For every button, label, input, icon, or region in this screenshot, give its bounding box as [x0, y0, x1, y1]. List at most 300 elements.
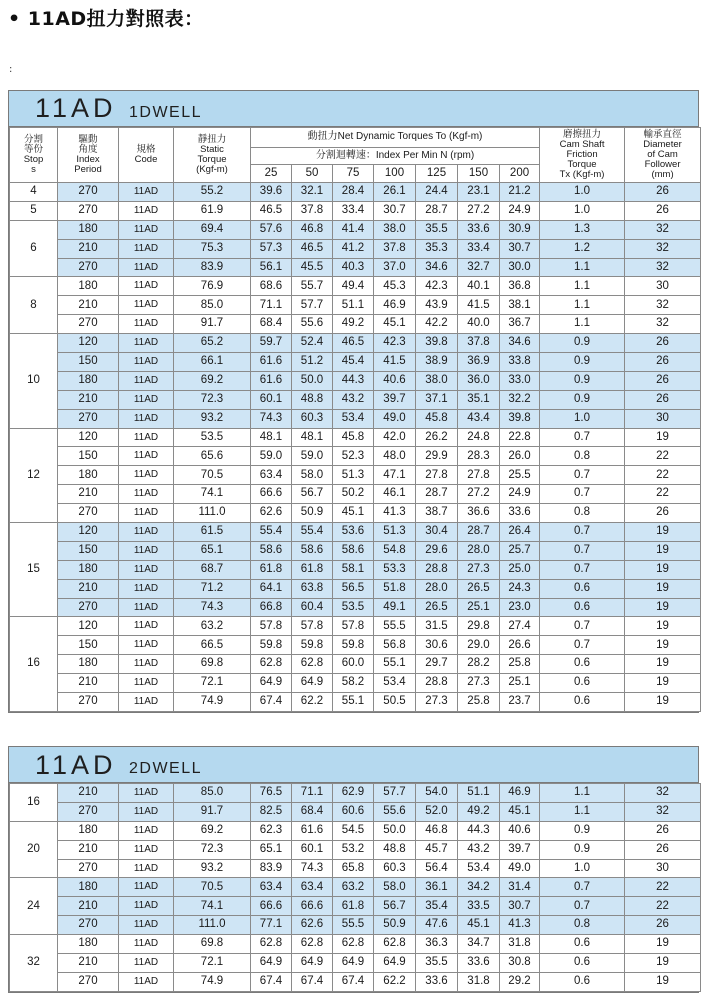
- table-cell: 37.1: [416, 390, 458, 409]
- table-cell: 36.8: [500, 277, 540, 296]
- table-cell: 26.5: [458, 579, 500, 598]
- table-cell: 40.6: [500, 821, 540, 840]
- table-cell: 61.8: [333, 897, 374, 916]
- table-cell: 60.0: [333, 655, 374, 674]
- table-cell: 1.2: [540, 239, 625, 258]
- table-cell: 33.0: [500, 371, 540, 390]
- table-cell: 11AD: [119, 693, 174, 712]
- table-cell: 64.9: [251, 674, 292, 693]
- table-cell: 67.4: [333, 972, 374, 991]
- table-cell: 40.0: [458, 315, 500, 334]
- table-cell: 11AD: [119, 258, 174, 277]
- table-cell: 29.0: [458, 636, 500, 655]
- table-cell: 85.0: [174, 784, 251, 803]
- table-row: [10, 428, 701, 447]
- table-cell: 210: [58, 296, 119, 315]
- table-cell: 61.6: [251, 353, 292, 372]
- table-cell: 43.9: [416, 296, 458, 315]
- table-cell: 25.1: [500, 674, 540, 693]
- table-cell: 26.4: [500, 523, 540, 542]
- table-cell: 53.4: [374, 674, 416, 693]
- table-row: [10, 504, 701, 523]
- table-cell: 58.0: [374, 878, 416, 897]
- table-cell: 19: [625, 617, 701, 636]
- table-cell: 43.2: [333, 390, 374, 409]
- table-cell: 69.8: [174, 935, 251, 954]
- table-cell: 19: [625, 523, 701, 542]
- table-cell: 23.0: [500, 598, 540, 617]
- table-cell: 43.2: [458, 840, 500, 859]
- table-cell: 1.3: [540, 220, 625, 239]
- table-cell: 27.3: [416, 693, 458, 712]
- table-cell: 0.7: [540, 897, 625, 916]
- table-title-bar: [9, 91, 698, 127]
- table-row: [10, 693, 701, 712]
- table-cell: 19: [625, 560, 701, 579]
- table-cell: 53.4: [333, 409, 374, 428]
- table-cell: 45.5: [292, 258, 333, 277]
- table-cell: 33.8: [500, 353, 540, 372]
- table-cell: 19: [625, 636, 701, 655]
- table-cell: 46.5: [333, 334, 374, 353]
- table-row: [10, 541, 701, 560]
- table-cell: 210: [58, 485, 119, 504]
- table-cell: 11AD: [119, 447, 174, 466]
- table-cell: 72.3: [174, 390, 251, 409]
- table-cell: 55.6: [292, 315, 333, 334]
- table-cell: 11AD: [119, 523, 174, 542]
- table-cell: 22: [625, 466, 701, 485]
- table-cell: 77.1: [251, 916, 292, 935]
- table-cell: 210: [58, 954, 119, 973]
- table-cell: 67.4: [292, 972, 333, 991]
- table-cell: 19: [625, 428, 701, 447]
- table-cell: 53.6: [333, 523, 374, 542]
- table-cell: 55.5: [333, 916, 374, 935]
- table-cell: 50.0: [292, 371, 333, 390]
- table-cell: 50.9: [374, 916, 416, 935]
- table-cell: 0.6: [540, 972, 625, 991]
- table-cell: 11AD: [119, 353, 174, 372]
- table-cell: 40.1: [458, 277, 500, 296]
- table-cell: 26: [625, 334, 701, 353]
- table-cell: 54.5: [333, 821, 374, 840]
- table-cell: 0.6: [540, 655, 625, 674]
- table-cell: 93.2: [174, 859, 251, 878]
- table-cell: 30.0: [500, 258, 540, 277]
- table-cell: 65.6: [174, 447, 251, 466]
- table-cell: 25.8: [500, 655, 540, 674]
- table-cell: 36.6: [458, 504, 500, 523]
- table-cell: 45.1: [500, 802, 540, 821]
- table-cell: 29.2: [500, 972, 540, 991]
- table-cell: 19: [625, 598, 701, 617]
- header-speed: 100: [374, 165, 416, 183]
- table-cell: 53.2: [333, 840, 374, 859]
- table-cell: 71.2: [174, 579, 251, 598]
- table-cell: 150: [58, 447, 119, 466]
- table-cell: 60.3: [292, 409, 333, 428]
- table-cell: 0.8: [540, 504, 625, 523]
- table-cell: 30.8: [500, 954, 540, 973]
- table-cell: 0.9: [540, 840, 625, 859]
- table-cell: 270: [58, 183, 119, 202]
- table-cell: 59.0: [251, 447, 292, 466]
- table-cell: 32: [625, 220, 701, 239]
- table-cell: 60.6: [333, 802, 374, 821]
- table-cell: 68.4: [292, 802, 333, 821]
- table-cell: 27.2: [458, 485, 500, 504]
- table-body: [10, 183, 701, 712]
- table-cell: 45.4: [333, 353, 374, 372]
- table-cell: 48.0: [374, 447, 416, 466]
- table-cell: 64.9: [292, 674, 333, 693]
- table-cell: 19: [625, 541, 701, 560]
- table-cell: 27.8: [416, 466, 458, 485]
- table-cell: 25.5: [500, 466, 540, 485]
- table-cell: 19: [625, 935, 701, 954]
- table-cell: 11AD: [119, 579, 174, 598]
- table-cell: 31.5: [416, 617, 458, 636]
- table-cell: 58.0: [292, 466, 333, 485]
- table-cell: 0.6: [540, 598, 625, 617]
- table-title-bar: [9, 747, 698, 783]
- table-cell: 55.6: [374, 802, 416, 821]
- table-cell: 270: [58, 598, 119, 617]
- table-row: [10, 840, 701, 859]
- table-cell: 24.3: [500, 579, 540, 598]
- table-cell: 270: [58, 802, 119, 821]
- table-cell: 50.2: [333, 485, 374, 504]
- table-row: [10, 409, 701, 428]
- table-cell: 26.1: [374, 183, 416, 202]
- table-cell: 32: [625, 258, 701, 277]
- table-cell: 51.8: [374, 579, 416, 598]
- table-cell: 62.2: [292, 693, 333, 712]
- table-cell: 59.8: [292, 636, 333, 655]
- table-cell: 11AD: [119, 277, 174, 296]
- table-cell: 35.1: [458, 390, 500, 409]
- table-cell: 0.6: [540, 954, 625, 973]
- table-cell: 61.6: [292, 821, 333, 840]
- table-cell: 67.4: [251, 972, 292, 991]
- table-cell: 44.3: [333, 371, 374, 390]
- table-cell: 85.0: [174, 296, 251, 315]
- table-cell: 11AD: [119, 428, 174, 447]
- table-cell: 39.7: [374, 390, 416, 409]
- table-cell: 65.1: [174, 541, 251, 560]
- table-row: [10, 334, 701, 353]
- table-cell: 58.1: [333, 560, 374, 579]
- table-cell: 0.9: [540, 821, 625, 840]
- table-cell: 180: [58, 878, 119, 897]
- table-cell: 59.8: [333, 636, 374, 655]
- stop-count-cell: 15: [10, 523, 58, 617]
- table-cell: 150: [58, 541, 119, 560]
- table-cell: 41.2: [333, 239, 374, 258]
- table-cell: 0.7: [540, 541, 625, 560]
- table-cell: 41.4: [333, 220, 374, 239]
- table-cell: 29.8: [458, 617, 500, 636]
- table-cell: 25.1: [458, 598, 500, 617]
- table-row: [10, 277, 701, 296]
- table-cell: 69.2: [174, 371, 251, 390]
- table-cell: 55.5: [374, 617, 416, 636]
- table-cell: 59.8: [251, 636, 292, 655]
- table-cell: 120: [58, 523, 119, 542]
- table-cell: 26: [625, 201, 701, 220]
- table-cell: 26.0: [500, 447, 540, 466]
- table-cell: 33.4: [333, 201, 374, 220]
- table-cell: 61.5: [174, 523, 251, 542]
- header-static-torque: 靜扭力 Static Torque (Kgf-m): [174, 128, 251, 183]
- table-cell: 56.5: [333, 579, 374, 598]
- table-cell: 66.6: [251, 897, 292, 916]
- table-cell: 34.6: [416, 258, 458, 277]
- table-cell: 45.1: [458, 916, 500, 935]
- table-cell: 32: [625, 296, 701, 315]
- table-cell: 60.4: [292, 598, 333, 617]
- table-cell: 49.2: [333, 315, 374, 334]
- table-cell: 0.6: [540, 935, 625, 954]
- table-cell: 51.1: [458, 784, 500, 803]
- table-cell: 58.2: [333, 674, 374, 693]
- table-cell: 59.7: [251, 334, 292, 353]
- table-cell: 26: [625, 371, 701, 390]
- table-cell: 32: [625, 784, 701, 803]
- table-cell: 22: [625, 485, 701, 504]
- table-cell: 83.9: [251, 859, 292, 878]
- table-cell: 11AD: [119, 897, 174, 916]
- table-row: [10, 353, 701, 372]
- table-cell: 41.5: [458, 296, 500, 315]
- table-cell: 11AD: [119, 560, 174, 579]
- table-cell: 30: [625, 859, 701, 878]
- table-cell: 74.1: [174, 897, 251, 916]
- table-cell: 64.9: [374, 954, 416, 973]
- table-cell: 60.1: [251, 390, 292, 409]
- table-cell: 270: [58, 693, 119, 712]
- table-cell: 1.1: [540, 277, 625, 296]
- table-cell: 46.9: [374, 296, 416, 315]
- table-cell: 210: [58, 674, 119, 693]
- table-cell: 31.8: [458, 972, 500, 991]
- table-cell: 46.5: [251, 201, 292, 220]
- table-model-title: 11AD: [35, 93, 117, 123]
- table-cell: 28.7: [458, 523, 500, 542]
- table-cell: 68.6: [251, 277, 292, 296]
- table-cell: 0.7: [540, 428, 625, 447]
- table-cell: 33.6: [416, 972, 458, 991]
- table-cell: 11AD: [119, 935, 174, 954]
- table-cell: 11AD: [119, 655, 174, 674]
- table-cell: 42.0: [374, 428, 416, 447]
- table-cell: 0.8: [540, 916, 625, 935]
- table-cell: 56.1: [251, 258, 292, 277]
- table-cell: 11AD: [119, 541, 174, 560]
- table-cell: 51.2: [292, 353, 333, 372]
- table-cell: 28.3: [458, 447, 500, 466]
- table-cell: 57.8: [292, 617, 333, 636]
- table-cell: 0.7: [540, 636, 625, 655]
- table-cell: 52.0: [416, 802, 458, 821]
- table-row: [10, 485, 701, 504]
- table-cell: 57.8: [333, 617, 374, 636]
- table-cell: 71.1: [292, 784, 333, 803]
- table-row: [10, 916, 701, 935]
- table-cell: 210: [58, 239, 119, 258]
- table-cell: 64.9: [333, 954, 374, 973]
- table-cell: 49.0: [374, 409, 416, 428]
- table-cell: 22.8: [500, 428, 540, 447]
- table-cell: 42.3: [416, 277, 458, 296]
- table-cell: 45.8: [416, 409, 458, 428]
- table-cell: 35.3: [416, 239, 458, 258]
- table-cell: 74.9: [174, 972, 251, 991]
- table-cell: 82.5: [251, 802, 292, 821]
- table-cell: 11AD: [119, 409, 174, 428]
- table-cell: 62.8: [251, 935, 292, 954]
- torque-table-2dwell: [8, 746, 699, 993]
- table-cell: 45.3: [374, 277, 416, 296]
- stop-count-cell: 32: [10, 935, 58, 992]
- table-cell: 52.3: [333, 447, 374, 466]
- table-row: [10, 598, 701, 617]
- table-row: [10, 878, 701, 897]
- table-cell: 61.8: [251, 560, 292, 579]
- table-cell: 33.4: [458, 239, 500, 258]
- table-cell: 45.8: [333, 428, 374, 447]
- table-cell: 39.6: [251, 183, 292, 202]
- table-cell: 180: [58, 935, 119, 954]
- table-cell: 62.3: [251, 821, 292, 840]
- table-cell: 28.8: [416, 560, 458, 579]
- table-cell: 49.4: [333, 277, 374, 296]
- table-cell: 27.2: [458, 201, 500, 220]
- table-cell: 72.1: [174, 954, 251, 973]
- table-cell: 19: [625, 655, 701, 674]
- table-cell: 55.1: [374, 655, 416, 674]
- table-row: [10, 447, 701, 466]
- table-cell: 26: [625, 840, 701, 859]
- table-cell: 63.2: [174, 617, 251, 636]
- table-cell: 65.8: [333, 859, 374, 878]
- header-stops: 分割 等份 Stop s: [10, 128, 58, 183]
- table-cell: 1.0: [540, 409, 625, 428]
- table-cell: 270: [58, 504, 119, 523]
- table-cell: 57.8: [251, 617, 292, 636]
- table-cell: 74.3: [174, 598, 251, 617]
- table-cell: 11AD: [119, 315, 174, 334]
- table-cell: 28.8: [416, 674, 458, 693]
- table-cell: 1.1: [540, 784, 625, 803]
- table-cell: 64.9: [292, 954, 333, 973]
- table-cell: 11AD: [119, 485, 174, 504]
- table-cell: 51.3: [374, 523, 416, 542]
- table-cell: 24.9: [500, 201, 540, 220]
- table-cell: 26.6: [500, 636, 540, 655]
- table-row: [10, 674, 701, 693]
- table-cell: 30.7: [374, 201, 416, 220]
- table-row: [10, 390, 701, 409]
- table-cell: 11AD: [119, 466, 174, 485]
- table-cell: 120: [58, 428, 119, 447]
- table-cell: 0.7: [540, 878, 625, 897]
- table-cell: 32.2: [500, 390, 540, 409]
- table-cell: 37.8: [374, 239, 416, 258]
- table-cell: 72.3: [174, 840, 251, 859]
- table-cell: 1.0: [540, 859, 625, 878]
- table-cell: 91.7: [174, 315, 251, 334]
- table-cell: 28.7: [416, 485, 458, 504]
- table-cell: 30.7: [500, 239, 540, 258]
- table-cell: 0.7: [540, 617, 625, 636]
- table-cell: 150: [58, 353, 119, 372]
- table-cell: 25.8: [458, 693, 500, 712]
- table-cell: 38.1: [500, 296, 540, 315]
- table-cell: 270: [58, 201, 119, 220]
- table-cell: 30: [625, 277, 701, 296]
- table-cell: 36.9: [458, 353, 500, 372]
- table-cell: 22: [625, 897, 701, 916]
- table-row: [10, 258, 701, 277]
- header-code: 規格 Code: [119, 128, 174, 183]
- table-cell: 43.4: [458, 409, 500, 428]
- table-cell: 44.3: [458, 821, 500, 840]
- table-cell: 76.5: [251, 784, 292, 803]
- table-cell: 27.8: [458, 466, 500, 485]
- table-dwell-title: 1DWELL: [129, 104, 203, 121]
- table-cell: 33.6: [458, 954, 500, 973]
- table-cell: 270: [58, 916, 119, 935]
- table-cell: 1.0: [540, 201, 625, 220]
- table-cell: 180: [58, 220, 119, 239]
- table-cell: 66.8: [251, 598, 292, 617]
- table-model-title: 11AD: [35, 750, 117, 780]
- stop-count-cell: 6: [10, 220, 58, 277]
- table-cell: 29.6: [416, 541, 458, 560]
- table-cell: 270: [58, 972, 119, 991]
- table-cell: 63.4: [251, 878, 292, 897]
- table-cell: 71.1: [251, 296, 292, 315]
- table-cell: 69.8: [174, 655, 251, 674]
- table-cell: 24.9: [500, 485, 540, 504]
- table-cell: 180: [58, 466, 119, 485]
- table-cell: 69.4: [174, 220, 251, 239]
- header-speed-group: 分割迴轉速：Index Per Min N (rpm): [251, 148, 540, 165]
- header-follower-diameter: 輸承直徑 Diameter of Cam Follower (mm): [625, 128, 701, 183]
- table-cell: 66.6: [251, 485, 292, 504]
- table-cell: 53.5: [333, 598, 374, 617]
- table-cell: 72.1: [174, 674, 251, 693]
- table-row: [10, 617, 701, 636]
- table-cell: 74.9: [174, 693, 251, 712]
- table-cell: 46.8: [416, 821, 458, 840]
- stop-count-cell: 12: [10, 428, 58, 522]
- header-speed: 200: [500, 165, 540, 183]
- table-cell: 28.0: [458, 541, 500, 560]
- header-dynamic-torque: 動扭力Net Dynamic Torques To (Kgf-m): [251, 128, 540, 148]
- table-cell: 42.3: [374, 334, 416, 353]
- table-cell: 26: [625, 353, 701, 372]
- table-cell: 1.1: [540, 258, 625, 277]
- table-cell: 0.8: [540, 447, 625, 466]
- table-cell: 23.7: [500, 693, 540, 712]
- table-cell: 61.6: [251, 371, 292, 390]
- table-cell: 11AD: [119, 598, 174, 617]
- table-cell: 30.7: [500, 897, 540, 916]
- table-cell: 210: [58, 579, 119, 598]
